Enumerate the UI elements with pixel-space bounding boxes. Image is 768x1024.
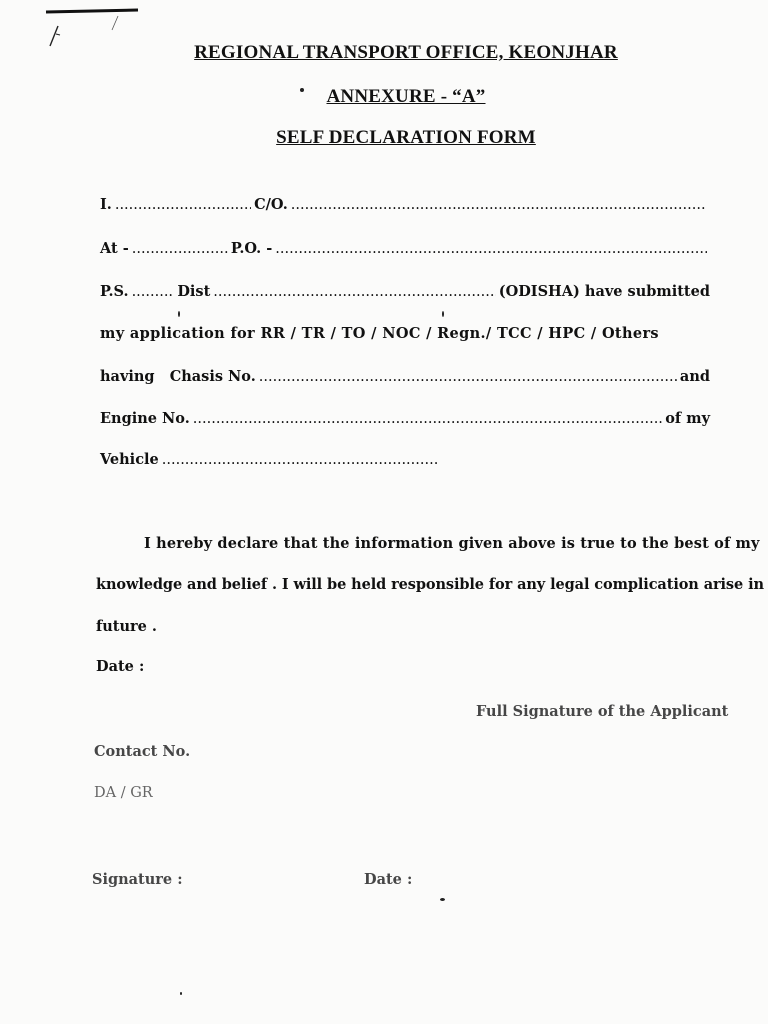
vehicle-row — [100, 451, 440, 468]
declaration-line-3: future . — [96, 618, 157, 635]
office-heading: REGIONAL TRANSPORT OFFICE, KEONJHAR — [194, 42, 618, 63]
application-row — [100, 325, 710, 342]
vehicle-blank — [162, 452, 437, 468]
dist-blank — [213, 284, 495, 300]
applicant-signature-label: Full Signature of the Applicant — [476, 703, 729, 720]
engine-label: Engine No. — [100, 410, 190, 427]
i-label: I. — [100, 196, 112, 213]
po-blank — [275, 241, 707, 257]
declaration-line-2: knowledge and belief . I will be held responsible for any legal complication arise in — [96, 576, 764, 593]
chasis-row — [100, 368, 710, 385]
scan-speck — [300, 88, 304, 92]
po-label: P.O. - — [230, 240, 273, 257]
scan-speck — [178, 311, 180, 317]
application-text: my application for RR / TR / TO / NOC / Regn./ TCC / HPC / Others — [100, 325, 659, 342]
declaration-line-1: I hereby declare that the information given above is true to the best of my — [144, 535, 760, 552]
state-text: (ODISHA) have submitted — [498, 283, 710, 300]
scan-speck — [440, 898, 445, 901]
at-blank — [132, 241, 228, 257]
date-label: Date : — [96, 658, 145, 675]
dist-label: Dist — [177, 283, 211, 300]
at-label: At - — [100, 240, 129, 257]
engine-blank — [193, 411, 662, 427]
co-label: C/O. — [254, 196, 288, 213]
address-row — [100, 240, 710, 257]
ps-label: P.S. — [100, 283, 129, 300]
vehicle-label: Vehicle — [100, 451, 159, 468]
scan-speck — [442, 311, 444, 317]
annexure-heading: ANNEXURE - “A” — [326, 86, 486, 107]
date2-label: Date : — [364, 871, 413, 888]
name-blank — [115, 197, 251, 213]
ps-dist-row — [100, 283, 710, 300]
chasis-blank — [259, 369, 677, 385]
contact-label: Contact No. — [94, 743, 191, 760]
da-gr-label: DA / GR — [94, 785, 153, 801]
chasis-label: having Chasis No. — [100, 368, 256, 385]
of-my-text: of my — [665, 410, 710, 427]
ps-blank — [132, 284, 175, 300]
and-text: and — [679, 368, 710, 385]
form-title: SELF DECLARATION FORM — [276, 127, 536, 148]
co-blank — [291, 197, 707, 213]
name-row — [100, 196, 710, 213]
scan-speck — [180, 992, 182, 995]
engine-row — [100, 410, 710, 427]
signature-label: Signature : — [92, 871, 183, 888]
